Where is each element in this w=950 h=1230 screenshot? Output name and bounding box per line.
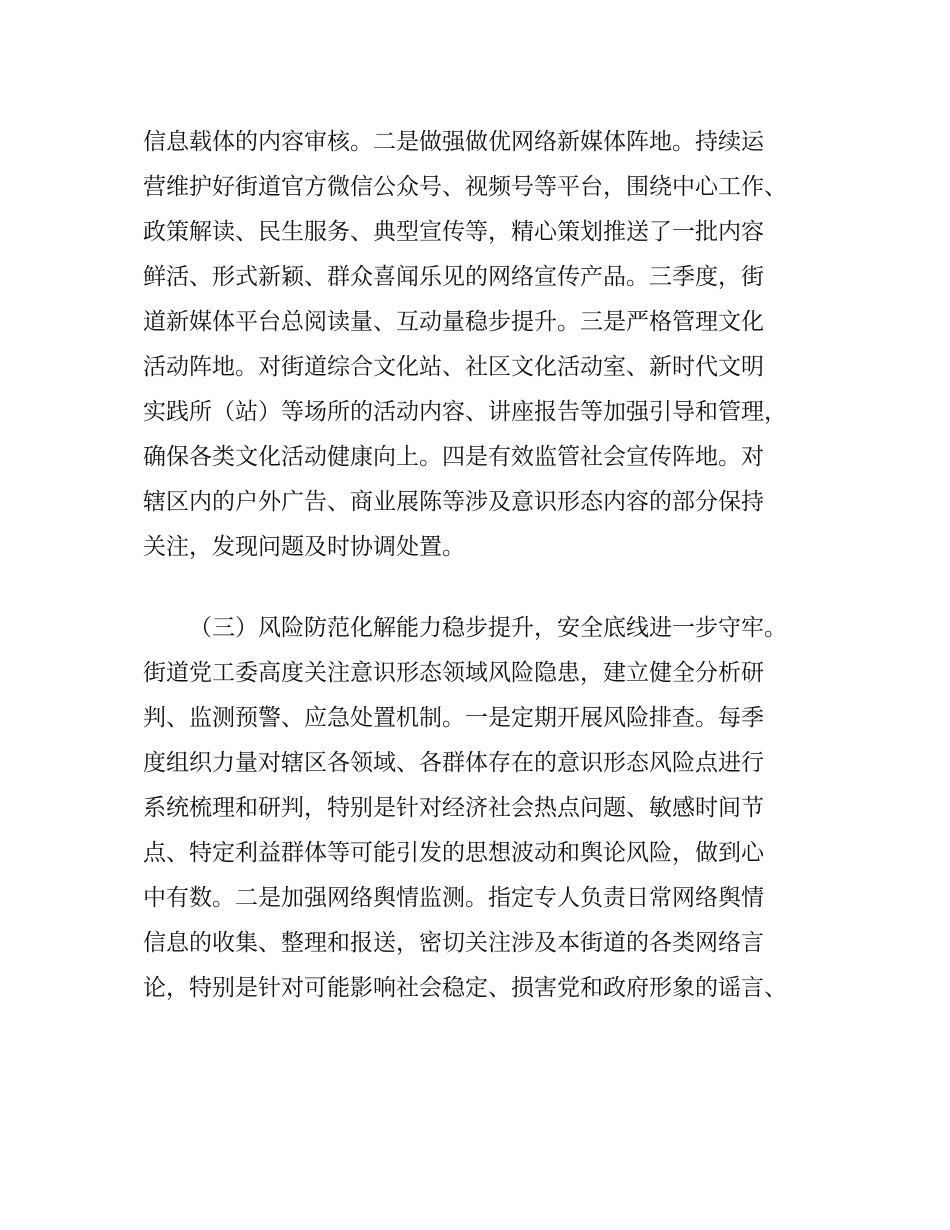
paragraph-line: 系统梳理和研判，特别是针对经济社会热点问题、敏感时间节 xyxy=(143,795,764,821)
paragraph-line: 实践所（站）等场所的活动内容、讲座报告等加强引导和管理， xyxy=(143,399,787,425)
paragraph-line: 营维护好街道官方微信公众号、视频号等平台，围绕中心工作、 xyxy=(143,174,787,200)
paragraph-line: 信息的收集、整理和报送，密切关注涉及本街道的各类网络言 xyxy=(143,930,764,956)
paragraph-line: 街道党工委高度关注意识形态领域风险隐患，建立健全分析研 xyxy=(143,660,764,686)
section-heading: （三）风险防范化解能力稳步提升，安全底线进一步守牢。 xyxy=(189,615,787,641)
paragraph-line: 论，特别是针对可能影响社会稳定、损害党和政府形象的谣言、 xyxy=(143,975,787,1001)
paragraph-line: 判、监测预警、应急处置机制。一是定期开展风险排查。每季 xyxy=(143,705,764,731)
paragraph-line: 点、特定利益群体等可能引发的思想波动和舆论风险，做到心 xyxy=(143,840,764,866)
paragraph-line: 关注，发现问题及时协调处置。 xyxy=(143,534,465,560)
paragraph-line: 辖区内的户外广告、商业展陈等涉及意识形态内容的部分保持 xyxy=(143,489,764,515)
paragraph-line: 度组织力量对辖区各领域、各群体存在的意识形态风险点进行 xyxy=(143,750,764,776)
paragraph-line: 鲜活、形式新颖、群众喜闻乐见的网络宣传产品。三季度，街 xyxy=(143,264,764,290)
paragraph-line: 信息载体的内容审核。二是做强做优网络新媒体阵地。持续运 xyxy=(143,129,764,155)
paragraph-line: 确保各类文化活动健康向上。四是有效监管社会宣传阵地。对 xyxy=(143,444,764,470)
paragraph-line: 道新媒体平台总阅读量、互动量稳步提升。三是严格管理文化 xyxy=(143,309,764,335)
paragraph-line: 政策解读、民生服务、典型宣传等，精心策划推送了一批内容 xyxy=(143,219,764,245)
paragraph-line: 中有数。二是加强网络舆情监测。指定专人负责日常网络舆情 xyxy=(143,885,764,911)
paragraph-line: 活动阵地。对街道综合文化站、社区文化活动室、新时代文明 xyxy=(143,354,764,380)
